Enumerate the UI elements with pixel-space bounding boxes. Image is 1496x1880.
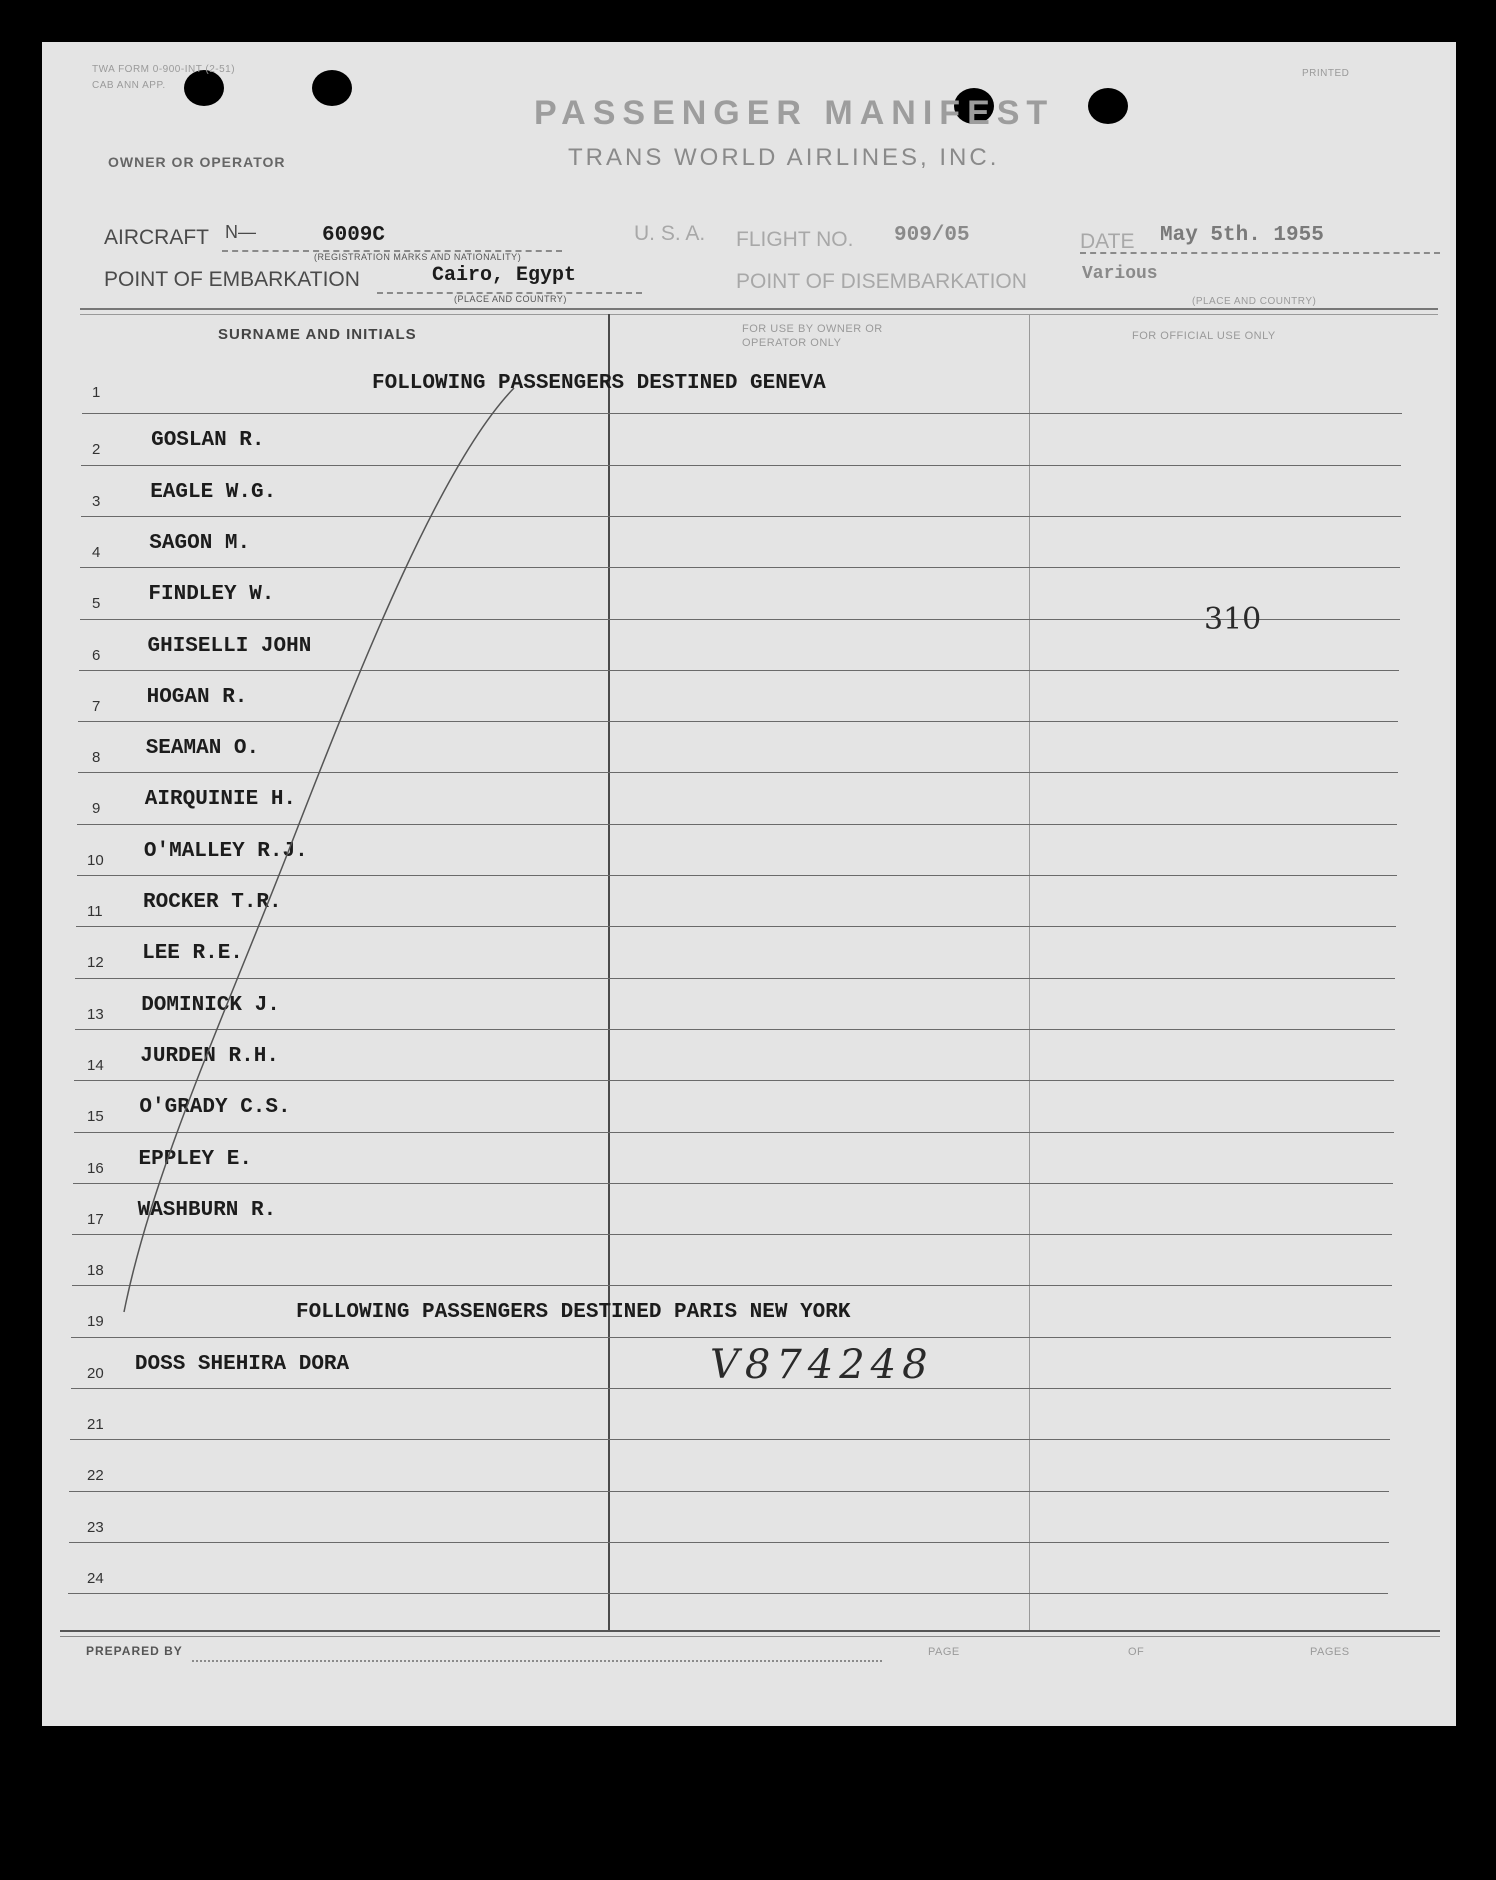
form-id: TWA FORM 0-900-INT (2-51)	[92, 64, 236, 75]
owner-note: V874248	[710, 1342, 934, 1388]
row-number: 22	[87, 1467, 104, 1485]
table-bottom-rule	[60, 1636, 1440, 1637]
of-label: OF	[1128, 1646, 1145, 1658]
row-number: 13	[87, 1005, 104, 1023]
printed-note: PRINTED	[1302, 68, 1350, 79]
row-number: 6	[92, 646, 101, 664]
place-note-2: (PLACE AND COUNTRY)	[1192, 296, 1317, 307]
table-bottom-rule	[60, 1630, 1440, 1632]
pages-label: PAGES	[1310, 1646, 1350, 1658]
registration-note: (REGISTRATION MARKS AND NATIONALITY)	[314, 252, 522, 262]
page-title: PASSENGER MANIFEST	[534, 94, 1055, 132]
passenger-name: DOSS SHEHIRA DORA	[134, 1352, 350, 1376]
official-use-column-header: FOR OFFICIAL USE ONLY	[1132, 330, 1276, 342]
passenger-name: ROCKER T.R.	[143, 891, 282, 914]
passenger-name: JURDEN R.H.	[140, 1044, 279, 1068]
aircraft-label: AIRCRAFT	[104, 226, 209, 249]
row-number: 21	[87, 1416, 104, 1433]
disembarkation-label: POINT OF DISEMBARKATION	[736, 270, 1027, 293]
passenger-name: O'MALLEY R.J.	[143, 839, 308, 863]
row-number: 17	[87, 1210, 104, 1228]
passenger-name: FINDLEY W.	[148, 583, 275, 607]
row-number: 23	[87, 1518, 104, 1536]
passenger-name: SAGON M.	[149, 531, 251, 555]
flight-no-label: FLIGHT NO.	[736, 228, 854, 251]
passenger-name: DOMINICK J.	[141, 993, 280, 1017]
passenger-name: EAGLE W.G.	[150, 480, 277, 504]
passenger-name: AIRQUINIE H.	[144, 788, 297, 812]
row-number: 19	[87, 1313, 104, 1331]
prepared-by-line	[192, 1660, 882, 1662]
pencil-stroke	[42, 42, 1456, 1726]
row-number: 4	[92, 543, 101, 561]
passenger-name: FOLLOWING PASSENGERS DESTINED GENEVA	[372, 372, 826, 395]
row-number: 10	[87, 851, 104, 869]
passenger-name: EPPLEY E.	[138, 1147, 252, 1171]
airline-name: TRANS WORLD AIRLINES, INC.	[568, 144, 1000, 171]
surname-column-header: SURNAME AND INITIALS	[218, 326, 417, 343]
passenger-name: O'GRADY C.S.	[139, 1096, 291, 1120]
manifest-page	[42, 42, 1456, 1726]
passenger-name: GOSLAN R.	[151, 429, 265, 453]
passenger-name: SEAMAN O.	[145, 737, 260, 761]
place-note: (PLACE AND COUNTRY)	[454, 294, 567, 304]
row-number: 7	[92, 697, 101, 715]
official-note: 310	[1204, 602, 1262, 637]
aircraft-prefix: N—	[225, 222, 256, 242]
nationality: U. S. A.	[634, 222, 706, 245]
row-number: 8	[92, 749, 101, 767]
row-number: 20	[87, 1364, 104, 1382]
row-number: 5	[92, 595, 101, 613]
owner-use-column-header: FOR USE BY OWNER OR OPERATOR ONLY	[742, 323, 883, 349]
date-value: May 5th. 1955	[1160, 224, 1324, 247]
row-number: 12	[87, 954, 104, 972]
passenger-name: GHISELLI JOHN	[147, 634, 312, 658]
flight-no-value: 909/05	[894, 224, 970, 247]
owner-label: OWNER OR OPERATOR	[108, 154, 286, 170]
embarkation-value: Cairo, Egypt	[432, 264, 577, 287]
row-number: 18	[87, 1262, 104, 1280]
passenger-name: WASHBURN R.	[137, 1198, 277, 1222]
date-label: DATE	[1080, 230, 1135, 253]
aircraft-value: 6009C	[322, 224, 386, 247]
prepared-by-label: PREPARED BY	[86, 1644, 183, 1658]
cab-approval: CAB ANN APP.	[92, 80, 166, 91]
row-number: 1	[92, 384, 101, 401]
row-number: 9	[92, 800, 101, 818]
row-number: 16	[87, 1159, 104, 1177]
row-number: 2	[92, 441, 101, 459]
row-number: 11	[87, 903, 103, 920]
passenger-name: LEE R.E.	[142, 942, 243, 966]
disembarkation-value: Various	[1082, 264, 1158, 284]
row-number: 24	[87, 1569, 104, 1587]
passenger-name: HOGAN R.	[146, 685, 248, 709]
row-number: 3	[92, 492, 101, 510]
embarkation-label: POINT OF EMBARKATION	[104, 268, 360, 291]
row-number: 14	[87, 1056, 104, 1074]
page-label: PAGE	[928, 1646, 960, 1658]
row-number: 15	[87, 1108, 104, 1126]
passenger-name: FOLLOWING PASSENGERS DESTINED PARIS NEW YORK	[296, 1301, 851, 1325]
